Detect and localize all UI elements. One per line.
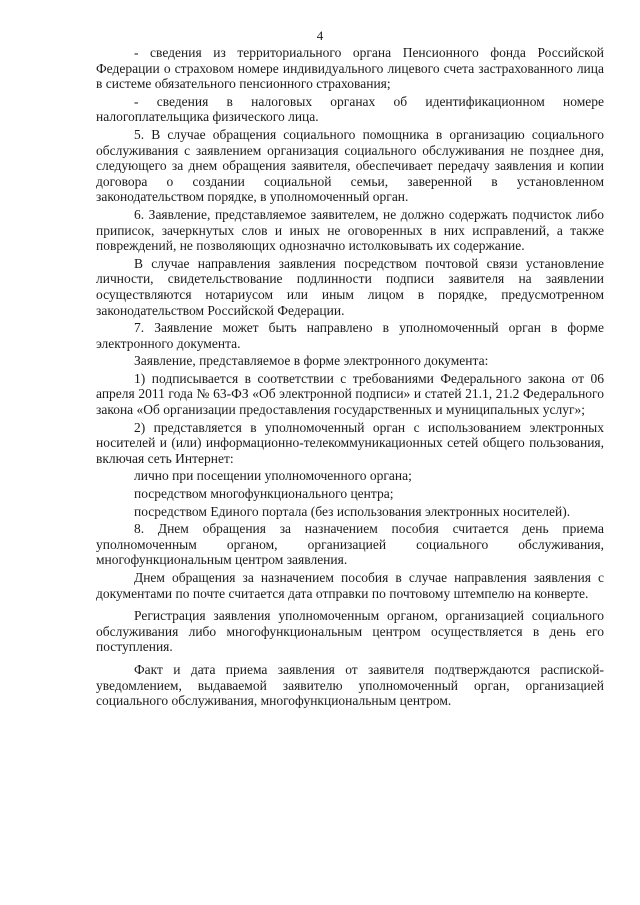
paragraph-receipt-notice: Факт и дата приема заявления от заявителя подтверждаются распиской-уведомлением, выдаваемой заявителю уполномоченный орган, организацией социального обслуживания, многофункциональным центром.	[96, 661, 604, 709]
paragraph-postal-date: Днем обращения за назначением пособия в случае направления заявления с документами по почте считается дата отправки по почтовому штемпелю на конверте.	[96, 570, 604, 601]
paragraph-clause-5: 5. В случае обращения социального помощника в организацию социального обслуживания с заявлением организация социального обслуживания не позднее дня, следующего за днем обращения заявителя, обеспечивает передачу заявления и копии договора о создании социальной семьи, заверенной в установленном законодательством порядке, в уполномоченный орган.	[96, 126, 604, 205]
paragraph-postal-submission: В случае направления заявления посредством почтовой связи установление личности, свидетельствование подлинности подписи заявителя на заявлении осуществляются нотариусом или иным лицом в порядке, предусмотренном законодательством Российской Федерации.	[96, 255, 604, 318]
paragraph-clause-6: 6. Заявление, представляемое заявителем, не должно содержать подчисток либо приписок, зачеркнутых слов и иных не оговоренных в них исправлений, а также повреждений, не позволяющих однозначно истолковывать их содержание.	[96, 206, 604, 254]
paragraph-electronic-signature: 1) подписывается в соответствии с требованиями Федерального закона от 06 апреля 2011 года № 63-ФЗ «Об электронной подписи» и статей 21.1, 21.2 Федерального закона «Об организации предоставления государственных и муниципальных услуг»;	[96, 370, 604, 418]
paragraph-electronic-media: 2) представляется в уполномоченный орган с использованием электронных носителей и (или) информационно-телекоммуникационных сетей общего пользования, включая сеть Интернет:	[96, 419, 604, 466]
paragraph-mfc: посредством многофункционального центра;	[134, 486, 394, 502]
paragraph-clause-8: 8. Днем обращения за назначением пособия считается день приема уполномоченным органом, организацией социального обслуживания, многофункциональным центром заявления.	[96, 521, 604, 568]
paragraph-single-portal: посредством Единого портала (без использования электронных носителей).	[134, 503, 571, 519]
paragraph-pension-fund-info: - сведения из территориального органа Пенсионного фонда Российской Федерации о страховом номере индивидуального лицевого счета застрахованного лица в системе обязательного пенсионного страхования;	[96, 45, 604, 92]
paragraph-registration: Регистрация заявления уполномоченным органом, организацией социального обслуживания либо многофункциональным центром осуществляется в день его поступления.	[96, 608, 604, 655]
paragraph-clause-7: 7. Заявление может быть направлено в уполномоченный орган в форме электронного документа.	[96, 320, 604, 351]
page-number: 4	[316, 28, 324, 43]
document-body	[96, 45, 604, 711]
paragraph-in-person: лично при посещении уполномоченного органа;	[134, 468, 412, 484]
paragraph-tax-id-info: - сведения в налоговых органах об идентификационном номере налогоплательщика физического лица.	[96, 93, 604, 125]
paragraph-electronic-intro: Заявление, представляемое в форме электронного документа:	[134, 353, 489, 369]
